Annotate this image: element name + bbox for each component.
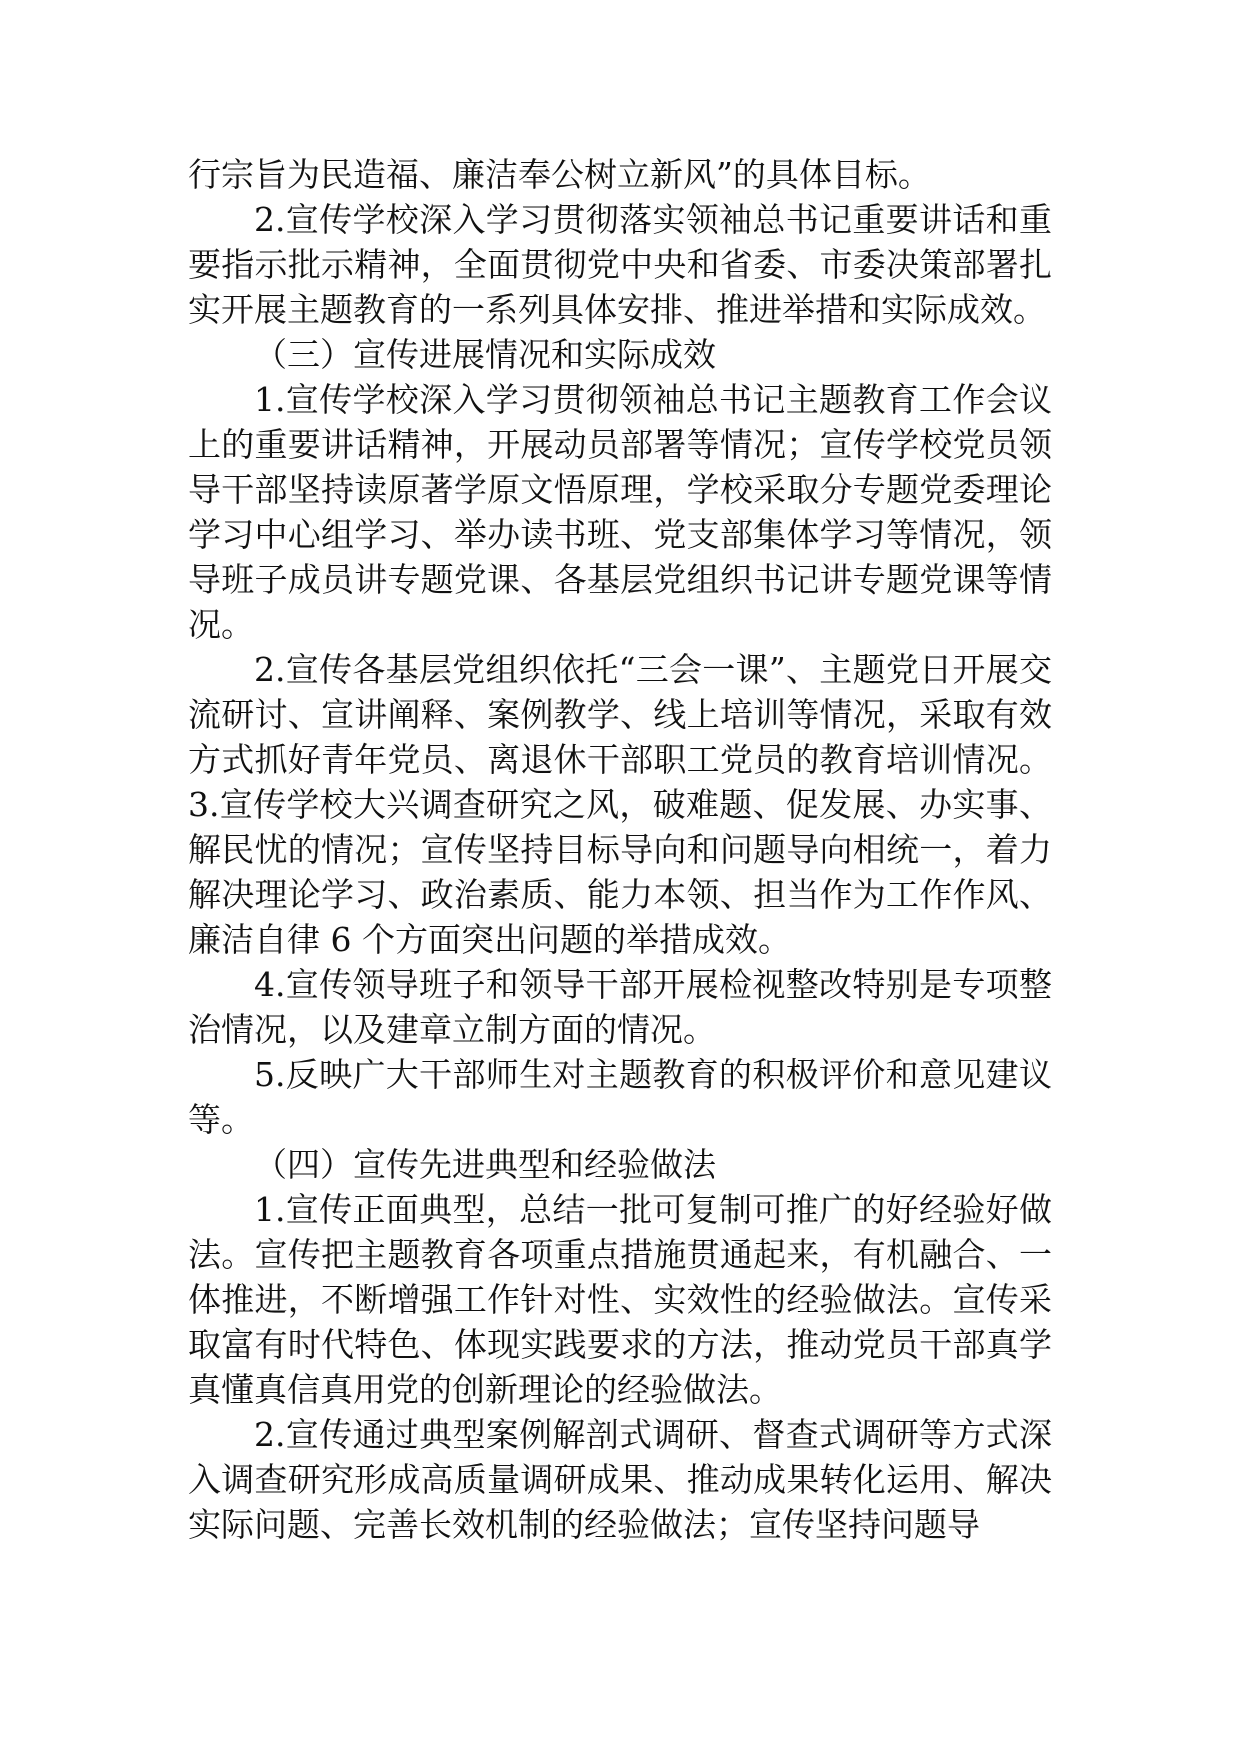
paragraph-item-5-feedback: 5.反映广大干部师生对主题教育的积极评价和意见建议等。: [188, 1055, 1052, 1139]
paragraph-item-2-3-exchange: 2.宣传各基层党组织依托“三会一课”、主题党日开展交流研讨、宣讲阐释、案例教学、线上培训等情况，采取有效方式抓好青年党员、离退休干部职工党员的教育培训情况。3.宣传学校大兴调查研究之风，破难题、促发展、办实事、解民忧的情况；宣传坚持目标导向和问题导向相统一，着力解决理论学习、政治素质、能力本领、担当作为工作作风、廉洁自律 6 个方面突出问题的举措成效。: [188, 650, 1052, 959]
paragraph-item-4-rectification: 4.宣传领导班子和领导干部开展检视整改特别是专项整治情况，以及建章立制方面的情况。: [188, 965, 1052, 1049]
document-page: [188, 152, 1052, 1547]
paragraph-item-1-typical: 1.宣传正面典型，总结一批可复制可推广的好经验好做法。宣传把主题教育各项重点措施贯通起来，有机融合、一体推进，不断增强工作针对性、实效性的经验做法。宣传采取富有时代特色、体现实践要求的方法，推动党员干部真学真懂真信真用党的创新理论的经验做法。: [188, 1190, 1052, 1409]
section-heading-4: （四）宣传先进典型和经验做法: [254, 1145, 716, 1184]
paragraph-item-1-study: 1.宣传学校深入学习贯彻领袖总书记主题教育工作会议上的重要讲话精神，开展动员部署等情况；宣传学校党员领导干部坚持读原著学原文悟原理，学校采取分专题党委理论学习中心组学习、举办读书班、党支部集体学习等情况，领导班子成员讲专题党课、各基层党组织书记讲专题党课等情况。: [188, 380, 1052, 644]
paragraph-item-2-research: 2.宣传通过典型案例解剖式调研、督查式调研等方式深入调查研究形成高质量调研成果、推动成果转化运用、解决实际问题、完善长效机制的经验做法；宣传坚持问题导: [188, 1415, 1052, 1544]
section-heading-3: （三）宣传进展情况和实际成效: [254, 335, 716, 374]
paragraph-continuation: 行宗旨为民造福、廉洁奉公树立新风”的具体目标。: [188, 155, 931, 194]
paragraph-item-2-implementation: 2.宣传学校深入学习贯彻落实领袖总书记重要讲话和重要指示批示精神，全面贯彻党中央和省委、市委决策部署扎实开展主题教育的一系列具体安排、推进举措和实际成效。: [188, 200, 1052, 329]
